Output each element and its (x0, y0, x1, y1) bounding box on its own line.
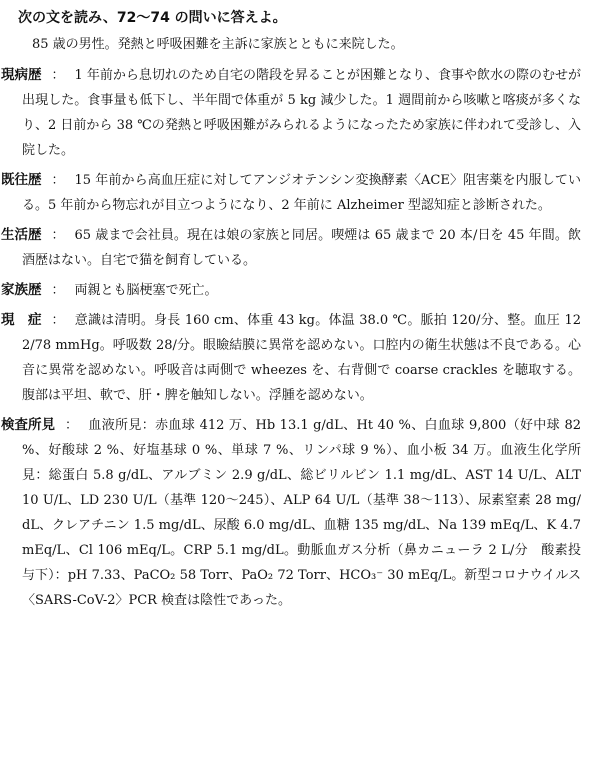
section-text-past-history: 15 年前から高血圧症に対してアンジオテンシン変換酵素〈ACE〉阻害薬を内服している。5 年前から物忘れが目立つようになり、2 年前に Alzheimer 型認知症と診断された。 (22, 173, 581, 213)
section-separator: ： (65, 418, 79, 433)
section-label-lab-findings: 検査所見 (1, 417, 55, 433)
section-separator: ： (51, 283, 65, 298)
section-text-physical-findings: 意識は清明。身長 160 cm、体重 43 kg。体温 38.0 ℃。脈拍 120/分、整。血圧 122/78 mmHg。呼吸数 28/分。眼瞼結膜に異常を認めない。口腔内の衛生状態は不良である。心音に異常を認めない。呼吸音は両側で wheezes を、右背側で coarse crackles を聴取する。腹部は平坦、軟で、肝・脾を触知しない。浮腫を認めない。 (22, 313, 581, 403)
section-label-present-illness: 現病歴 (1, 67, 42, 83)
section-social-history (1, 223, 581, 273)
section-separator: ： (51, 313, 65, 328)
section-separator: ： (51, 228, 65, 243)
section-past-history (1, 168, 581, 218)
section-label-physical-findings: 現 症 (1, 312, 42, 328)
section-lab-findings (1, 413, 581, 613)
section-separator: ： (51, 173, 65, 188)
section-text-present-illness: 1 年前から息切れのため自宅の階段を昇ることが困難となり、食事や飲水の際のむせが出現した。食事量も低下し、半年間で体重が 5 kg 減少した。1 週間前から咳嗽と喀痰が多くなり、2 日前から 38 ℃の発熱と呼吸困難がみられるようになったため家族に伴われて受診し、入院した。 (22, 68, 581, 158)
section-label-social-history: 生活歴 (1, 227, 42, 243)
section-separator: ： (51, 68, 65, 83)
section-family-history (1, 278, 581, 303)
question-heading: 次の文を読み、72〜74 の問いに答えよ。 (18, 10, 287, 26)
section-label-family-history: 家族歴 (1, 282, 42, 298)
section-text-social-history: 65 歳まで会社員。現在は娘の家族と同居。喫煙は 65 歳まで 20 本/日を 45 年間。飲酒歴はない。自宅で猫を飼育している。 (22, 228, 581, 268)
section-text-lab-findings: 血液所見：赤血球 412 万、Hb 13.1 g/dL、Ht 40 %、白血球 9,800（好中球 82 %、好酸球 2 %、好塩基球 0 %、単球 7 %、リンパ球 9 %）、血小板 34 万。血液生化学所見：総蛋白 5.8 g/dL、アルブミン 2.9 g/dL、総ビリルビン 1.1 mg/dL、AST 14 U/L、ALT 10 U/L、LD 230 U/L（基準 120〜245）、ALP 64 U/L（基準 38〜113）、尿素窒素 28 mg/dL、クレアチニン 1.5 mg/dL、尿酸 6.0 mg/dL、血糖 135 mg/dL、Na 139 mEq/L、K 4.7 mEq/L、Cl 106 mEq/L。CRP 5.1 mg/dL。動脈血ガス分析（鼻カニューラ 2 L/分 酸素投与下）：pH 7.33、PaCO₂ 58 Torr、PaO₂ 72 Torr、HCO₃⁻ 30 mEq/L。新型コロナウイルス〈SARS-CoV-2〉PCR 検査は陰性であった。 (22, 418, 581, 608)
section-present-illness (1, 63, 581, 163)
section-label-past-history: 既往歴 (1, 172, 42, 188)
section-text-family-history: 両親とも脳梗塞で死亡。 (74, 283, 218, 298)
patient-intro: 85 歳の男性。発熱と呼吸困難を主訴に家族とともに来院した。 (32, 37, 404, 52)
section-physical-findings (1, 308, 581, 408)
